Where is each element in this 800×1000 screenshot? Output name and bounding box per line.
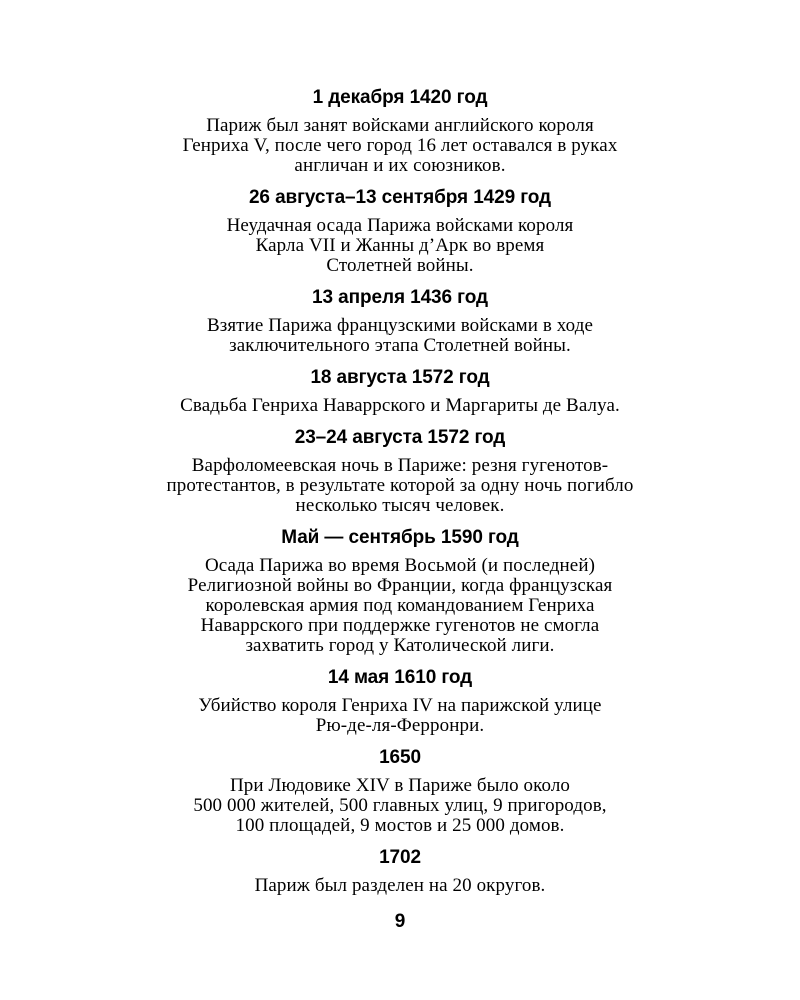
timeline-entry-1572-wedding <box>80 366 720 416</box>
timeline-entry-1572-massacre <box>80 426 720 516</box>
entry-text: Убийство короля Генриха IV на парижской улице Рю-де-ля-Ферронри. <box>198 695 602 736</box>
timeline-entry-1702 <box>80 846 720 896</box>
entry-date: 14 мая 1610 год <box>327 667 473 688</box>
entry-text: Осада Парижа во время Восьмой (и последней) Религиозной войны во Франции, когда французская королевская армия под командованием Генриха Наваррского при поддержке гугенотов не смогла захватить город у Католической лиги. <box>187 555 613 656</box>
entry-date: 1650 <box>379 747 421 768</box>
entry-text: Париж был занят войсками английского короля Генриха V, после чего город 16 лет оставался в руках англичан и их союзников. <box>182 115 618 176</box>
page-number: 9 <box>394 911 406 932</box>
entry-text: Взятие Парижа французскими войсками в ходе заключительного этапа Столетней войны. <box>206 315 594 356</box>
entry-date: 1 декабря 1420 год <box>312 87 488 108</box>
timeline-page <box>80 86 720 906</box>
entry-date: Май — сентябрь 1590 год <box>281 527 519 548</box>
entry-text: Париж был разделен на 20 округов. <box>254 875 546 896</box>
entry-date: 13 апреля 1436 год <box>312 287 488 308</box>
timeline-entry-1436 <box>80 286 720 356</box>
entry-text: Свадьба Генриха Наваррского и Маргариты де Валуа. <box>180 395 620 416</box>
entry-date: 1702 <box>379 847 421 868</box>
entry-date: 18 августа 1572 год <box>310 367 490 388</box>
entry-text: Варфоломеевская ночь в Париже: резня гугенотов- протестантов, в результате которой за одну ночь погибло несколько тысяч человек. <box>166 455 634 516</box>
entry-text: Неудачная осада Парижа войсками короля Карла VII и Жанны д’Арк во время Столетней войны. <box>226 215 574 276</box>
entry-text: При Людовике XIV в Париже было около 500 000 жителей, 500 главных улиц, 9 пригородов, 100 площадей, 9 мостов и 25 000 домов. <box>193 775 607 836</box>
timeline-entry-1650 <box>80 746 720 836</box>
timeline-entry-1590 <box>80 526 720 656</box>
timeline-entry-1429 <box>80 186 720 276</box>
entry-date: 26 августа–13 сентября 1429 год <box>248 187 552 208</box>
timeline-entry-1420 <box>80 86 720 176</box>
timeline-entry-1610 <box>80 666 720 736</box>
entry-date: 23–24 августа 1572 год <box>294 427 506 448</box>
